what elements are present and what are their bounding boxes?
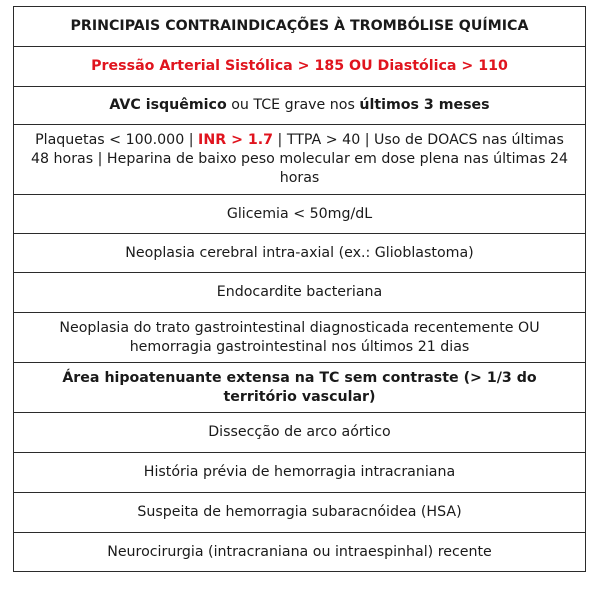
historia-text: História prévia de hemorragia intracraniana [143, 464, 456, 480]
neoplasia-cerebral-text: Neoplasia cerebral intra-axial (ex.: Glioblastoma) [125, 244, 474, 261]
neurocirurgia-text: Neurocirurgia (intracraniana ou intraespinhal) recente [107, 543, 492, 560]
table-row [14, 312, 585, 362]
neoplasia-gi-text: Neoplasia do trato gastrointestinal diagnosticada recentemente OU hemorragia gastrointestinal nos últimos 21 dias [59, 319, 540, 355]
table-row [14, 452, 585, 492]
endocardite-text: Endocardite bacteriana [216, 284, 383, 300]
contraindications-table [13, 6, 586, 572]
table-title [14, 7, 585, 46]
table-row [14, 272, 585, 312]
glicemia-text: Glicemia < 50mg/dL [226, 205, 373, 222]
hipoatenuante-text: Área hipoatenuante extensa na TC sem contraste (> 1/3 do território vascular) [62, 369, 537, 405]
table-row [14, 124, 585, 194]
pressure-text: Pressão Arterial Sistólica > 185 OU Diastólica > 110 [91, 58, 508, 74]
table-title-text: PRINCIPAIS CONTRAINDICAÇÕES À TROMBÓLISE QUÍMICA [70, 18, 529, 34]
table-row [14, 86, 585, 124]
avc-text: AVC isquêmico ou TCE grave nos últimos 3 meses [109, 97, 490, 113]
table-row [14, 492, 585, 532]
table-row [14, 412, 585, 452]
table-row [14, 46, 585, 86]
table-row [14, 194, 585, 233]
labs-text: Plaquetas < 100.000 | INR > 1.7 | TTPA > 40 | Uso de DOACS nas últimas 48 horas | Heparina de baixo peso molecular em dose plena nas últimas 24 horas [30, 132, 569, 186]
disseccao-text: Dissecção de arco aórtico [208, 424, 391, 440]
table-row [14, 532, 585, 571]
table-row [14, 362, 585, 412]
hsa-text: Suspeita de hemorragia subaracnóidea (HSA) [137, 504, 462, 520]
table-row [14, 233, 585, 272]
